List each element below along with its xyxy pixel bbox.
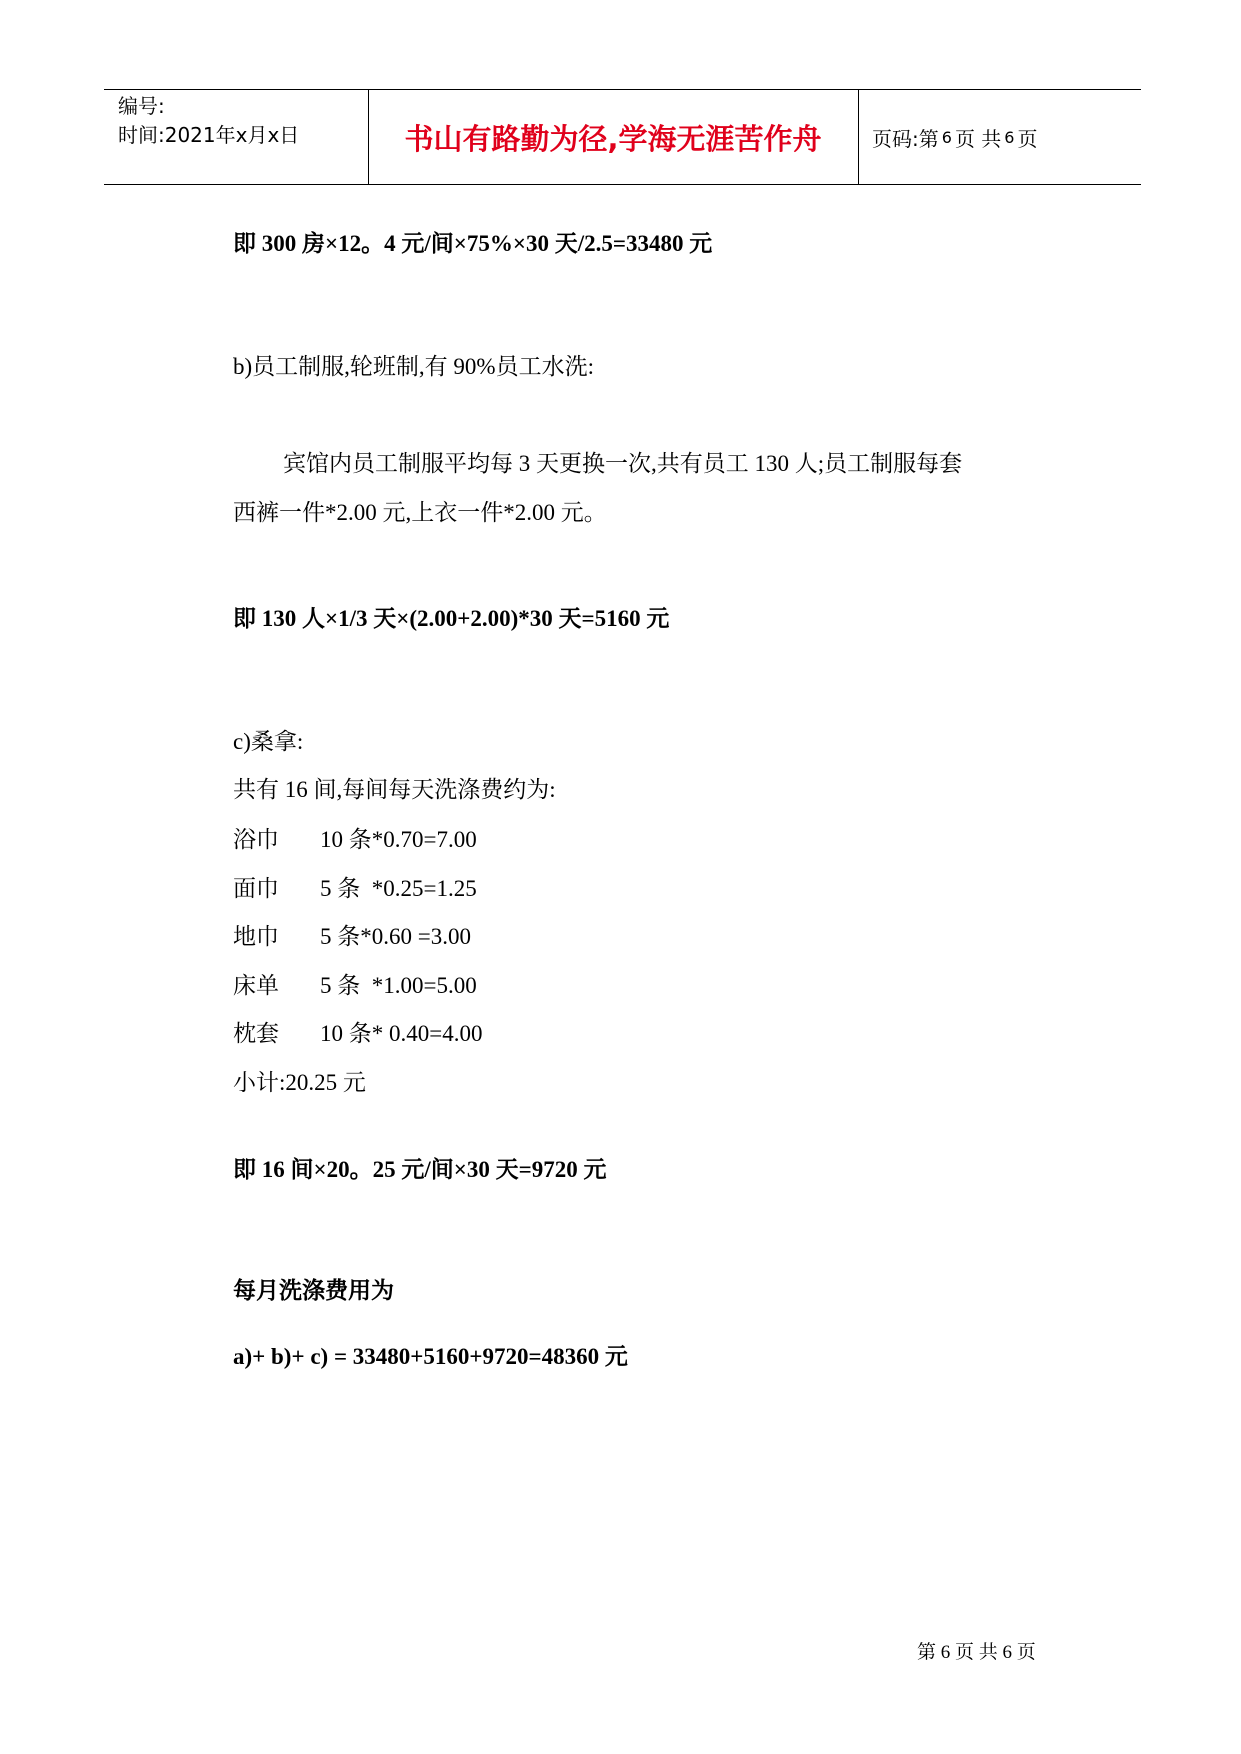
page-current: 6 — [941, 127, 952, 147]
header-divider — [858, 90, 859, 184]
formula-line-a: 即 300 房×12。4 元/间×75%×30 天/2.5=33480 元 — [233, 231, 713, 256]
formula-line-b: 即 130 人×1/3 天×(2.00+2.00)*30 天=5160 元 — [233, 606, 670, 631]
item-name: 床单 — [233, 973, 279, 998]
page-mid: 页 共 — [954, 126, 1002, 151]
formula-line-c: 即 16 间×20。25 元/间×30 天=9720 元 — [233, 1157, 607, 1182]
subtotal-line: 小计:20.25 元 — [233, 1070, 366, 1095]
monthly-total-heading: 每月洗涤费用为 — [233, 1278, 394, 1303]
page-footer: 第 6 页 共 6 页 — [917, 1642, 1036, 1663]
paragraph-line: 宾馆内员工制服平均每 3 天更换一次,共有员工 130 人;员工制服每套 — [283, 451, 963, 476]
page-suffix: 页 — [1017, 126, 1038, 151]
serial-label: 编号: — [118, 94, 165, 118]
page-prefix: 页码:第 — [872, 126, 939, 151]
header-page-number — [872, 90, 1037, 184]
header-meta — [118, 92, 299, 150]
paragraph-line: 西裤一件*2.00 元,上衣一件*2.00 元。 — [233, 500, 607, 525]
monthly-total-formula: a)+ b)+ c) = 33480+5160+9720=48360 元 — [233, 1344, 628, 1369]
page-total: 6 — [1004, 127, 1015, 147]
section-b-heading: b)员工制服,轮班制,有 90%员工水洗: — [233, 354, 594, 379]
section-c-heading: c)桑拿: — [233, 729, 304, 754]
header-motto: 书山有路勤为径,学海无涯苦作舟 — [404, 121, 822, 156]
paragraph-line: 共有 16 间,每间每天洗涤费约为: — [233, 777, 556, 802]
page-header — [104, 89, 1141, 185]
item-calc: 5 条 *1.00=5.00 — [320, 973, 477, 998]
item-name: 浴巾 — [233, 827, 279, 852]
item-calc: 10 条* 0.40=4.00 — [320, 1021, 483, 1046]
item-name: 地巾 — [233, 924, 279, 949]
item-name: 面巾 — [233, 876, 279, 901]
item-calc: 5 条*0.60 =3.00 — [320, 924, 471, 949]
item-name: 枕套 — [233, 1021, 279, 1046]
time-label: 时间:2021年x月x日 — [118, 123, 300, 147]
item-calc: 10 条*0.70=7.00 — [320, 827, 477, 852]
item-calc: 5 条 *0.25=1.25 — [320, 876, 477, 901]
